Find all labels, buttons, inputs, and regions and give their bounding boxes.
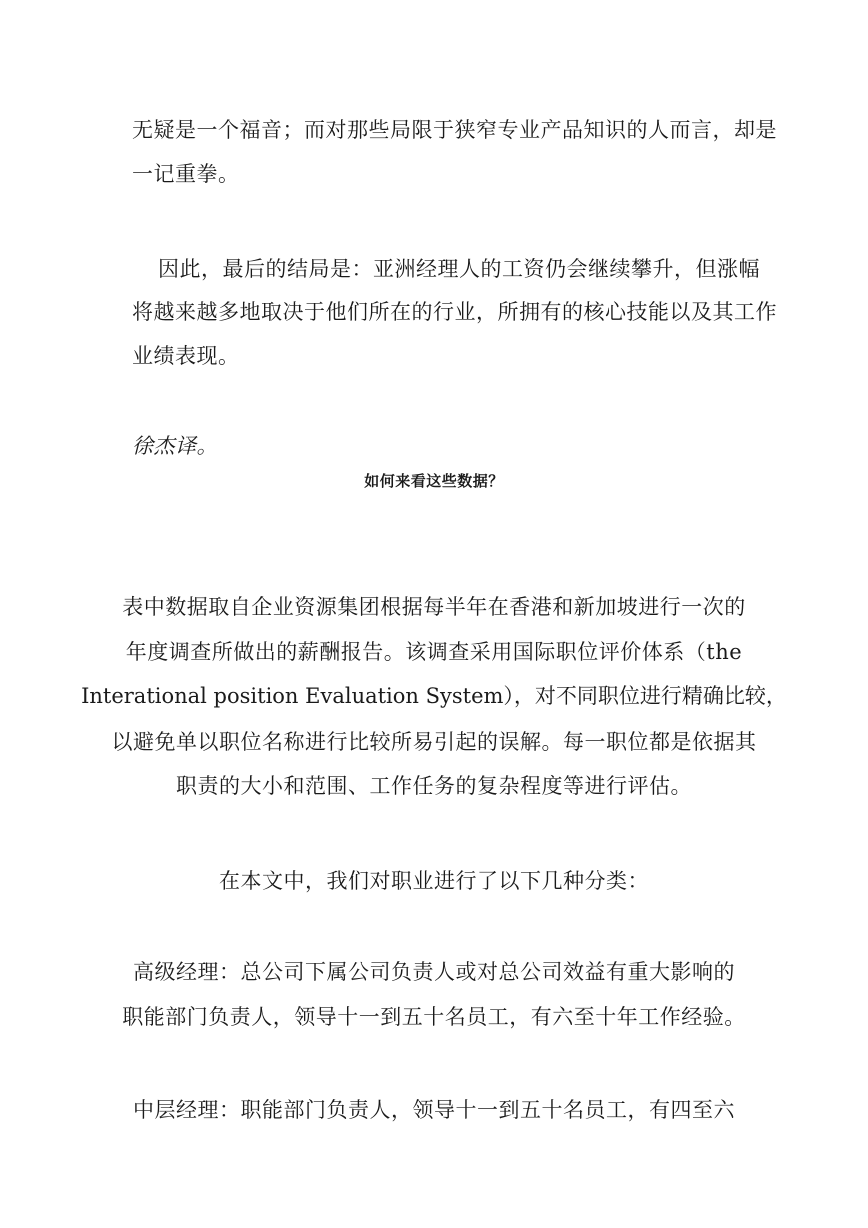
conclusion-line-3: 业绩表现。 — [132, 344, 240, 368]
conclusion-line-1: 因此，最后的结局是：亚洲经理人的工资仍会继续攀升，但涨幅 — [158, 257, 760, 281]
description-line-5: 职责的大小和范围、工作任务的复杂程度等进行评估。 — [176, 774, 692, 798]
conclusion-line-2: 将越来越多地取决于他们所在的行业，所拥有的核心技能以及其工作 — [132, 300, 777, 324]
middle-manager-line: 中层经理：职能部门负责人，领导十一到五十名员工，有四至六 — [133, 1098, 735, 1122]
senior-manager-line-2: 职能部门负责人，领导十一到五十名员工，有六至十年工作经验。 — [122, 1005, 746, 1029]
section-heading: 如何来看这些数据？ — [364, 472, 504, 490]
description-line-3: Interational position Evaluation System），对不同职位进行精确比较， — [81, 684, 787, 708]
senior-manager-line-1: 高级经理：总公司下属公司负责人或对总公司效益有重大影响的 — [133, 960, 735, 984]
description-line-2: 年度调查所做出的薪酬报告。该调查采用国际职位评价体系（the — [125, 640, 743, 664]
translator-credit: 徐杰译。 — [132, 434, 218, 458]
intro-line-2: 一记重拳。 — [132, 162, 240, 186]
description-line-4: 以避免单以职位名称进行比较所易引起的误解。每一职位都是依据其 — [111, 730, 757, 754]
classification-intro: 在本文中，我们对职业进行了以下几种分类： — [219, 869, 649, 893]
intro-line-1: 无疑是一个福音；而对那些局限于狭窄专业产品知识的人而言，却是 — [132, 118, 777, 142]
description-line-1: 表中数据取自企业资源集团根据每半年在香港和新加坡进行一次的 — [122, 595, 746, 619]
